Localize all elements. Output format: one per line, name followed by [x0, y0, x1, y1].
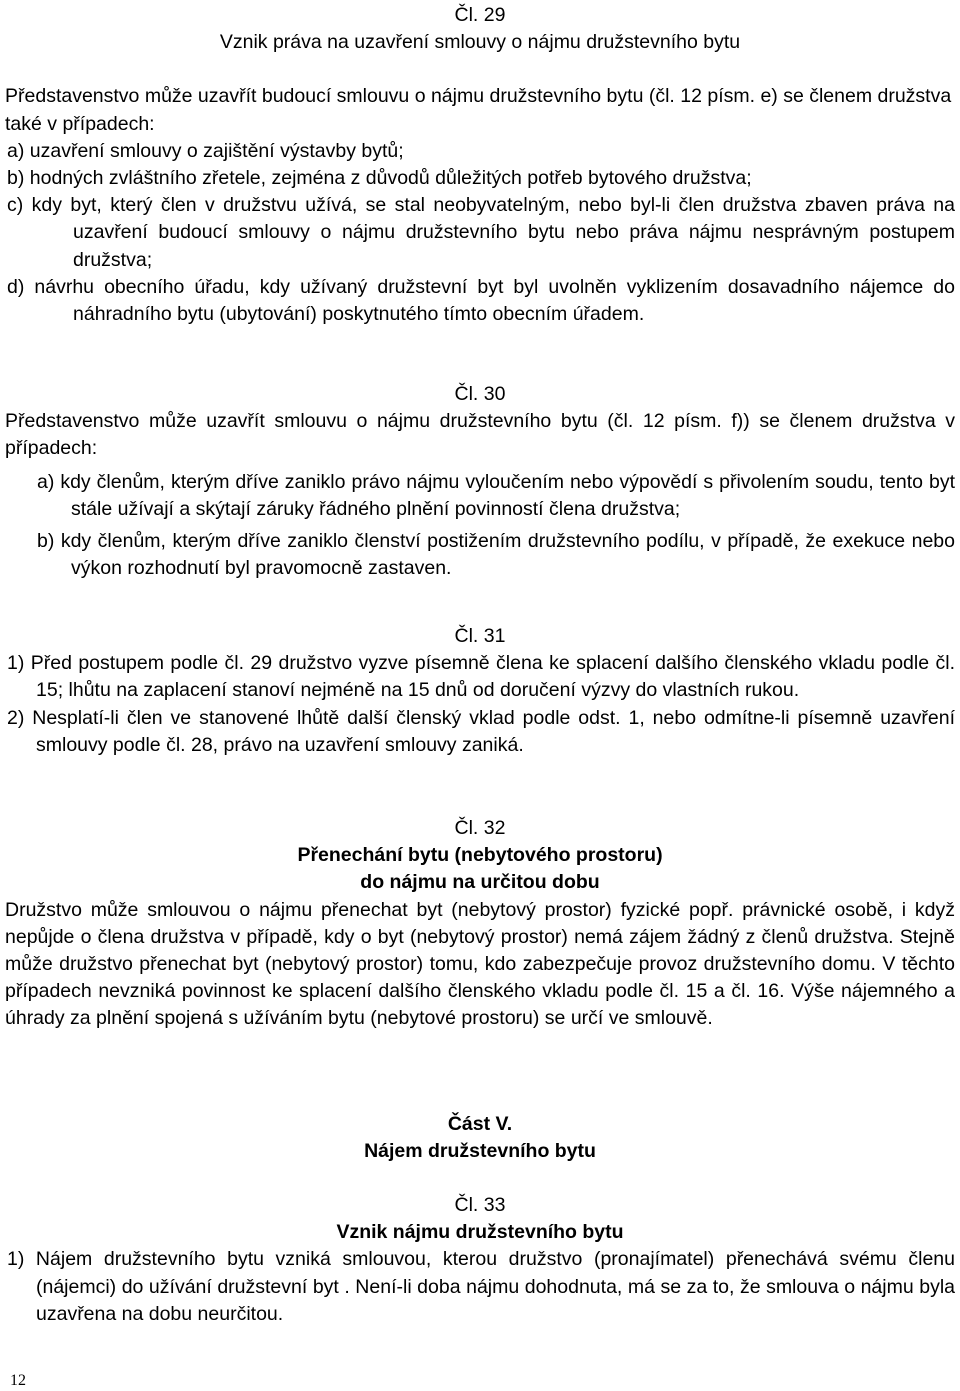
- article-33: [5, 1192, 955, 1328]
- part-5: [5, 1111, 955, 1165]
- article-29-intro: Představenstvo může uzavřít budoucí smlouvu o nájmu družstevního bytu (čl. 12 písm. e) se členem družstva také v případech:: [5, 85, 952, 135]
- article-32-number: Čl. 32: [454, 817, 506, 839]
- article-29-item-a: a) uzavření smlouvy o zajištění výstavby bytů;: [7, 139, 404, 162]
- article-29-item-c: c) kdy byt, který člen v družstvu užívá, se stal neobyvatelným, nebo byl-li člen družstva zbaven práva na uzavření budoucí smlouvy o nájmu družstevního bytu nebo práva nájmu nesprávným postupem družstva;: [7, 194, 955, 271]
- article-32-text: Družstvo může smlouvou o nájmu přenechat byt (nebytový prostor) fyzické popř. právnické osobě, i když nepůjde o člena družstva v případě, kdy o byt (nebytový prostor) nemá zájem žádný z členů družstva. Stejně může družstvo přenechat byt (nebytový prostor) tomu, kdo zabezpečuje provoz družstevního domu. V těchto případech nevzniká povinnost ke splacení dalšího členského vkladu podle čl. 15 a čl. 16. Výše nájemného a úhrady za plnění spojená s užíváním bytu (nebytové prostoru) se určí ve smlouvě.: [5, 898, 955, 1030]
- article-31-item-2: 2) Nesplatí-li člen ve stanovené lhůtě další členský vklad podle odst. 1, nebo odmítne-li písemně uzavření smlouvy podle čl. 28, právo na uzavření smlouvy zaniká.: [7, 706, 955, 756]
- article-29-number: Čl. 29: [454, 4, 506, 26]
- article-29-item-b: b) hodných zvláštního zřetele, zejména z důvodů důležitých potřeb bytového družstva;: [7, 167, 752, 190]
- part-5-title: Část V.: [447, 1113, 513, 1135]
- part-5-subtitle: Nájem družstevního bytu: [364, 1140, 596, 1163]
- article-31: [5, 623, 955, 759]
- article-32-title-line1: Přenechání bytu (nebytového prostoru): [297, 844, 663, 867]
- article-29-title: Vznik práva na uzavření smlouvy o nájmu družstevního bytu: [219, 31, 741, 54]
- article-30: [5, 381, 955, 582]
- article-30-number: Čl. 30: [454, 383, 506, 405]
- article-32: [5, 815, 955, 1033]
- article-30-intro: Představenstvo může uzavřít smlouvu o nájmu družstevního bytu (čl. 12 písm. f)) se členem družstva v případech:: [5, 410, 955, 460]
- article-30-item-b: b) kdy členům, kterým dříve zaniklo členství postižením družstevního podílu, v případě, že exekuce nebo výkon rozhodnutí byl pravomocně zastaven.: [37, 530, 955, 580]
- article-30-item-a: a) kdy členům, kterým dříve zaniklo právo nájmu vyloučením nebo výpovědí s přivolením soudu, tento byt stále užívají a skýtají záruky řádného plnění povinností člena družstva;: [37, 470, 955, 520]
- article-33-title: Vznik nájmu družstevního bytu: [336, 1221, 624, 1244]
- article-33-item-1: 1) Nájem družstevního bytu vzniká smlouvou, kterou družstvo (pronajímatel) přenechává svému členu (nájemci) do užívání družstevní byt . Není-li doba nájmu dohodnuta, má se za to, že smlouva o nájmu byla uzavřena na dobu neurčitou.: [7, 1248, 955, 1325]
- article-32-title-line2: do nájmu na určitou dobu: [360, 871, 600, 894]
- article-33-number: Čl. 33: [454, 1194, 506, 1216]
- article-31-number: Čl. 31: [454, 625, 506, 647]
- page-number: 12: [10, 1372, 26, 1389]
- article-29-item-d: d) návrhu obecního úřadu, kdy užívaný družstevní byt byl uvolněn vyklizením dosavadního nájemce do náhradního bytu (ubytování) poskytnutého tímto obecním úřadem.: [7, 275, 955, 326]
- article-29: [5, 2, 955, 328]
- article-31-item-1: 1) Před postupem podle čl. 29 družstvo vyzve písemně člena ke splacení dalšího členského vkladu podle čl. 15; lhůtu na zaplacení stanoví nejméně na 15 dnů od doručení výzvy do vlastních rukou.: [7, 652, 955, 702]
